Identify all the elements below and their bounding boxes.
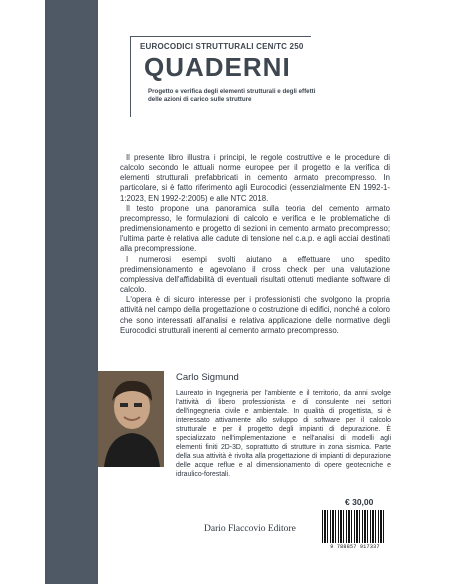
author-photo: [98, 371, 164, 467]
book-description: [120, 153, 390, 336]
barcode: [318, 507, 390, 553]
description-paragraph: I numerosi esempi svolti aiutano a effettuare uno spedito predimensionamento e agevolano il cross check per una valutazione complessiva dell'affidabilità di eventuali risultati ottenuti mediante software di calcolo.: [120, 254, 390, 295]
price-label: € 30,00: [345, 497, 374, 507]
book-title: QUADERNI: [144, 52, 291, 82]
description-paragraph: L'opera è di sicuro interesse per i professionisti che svolgono la propria attività nel campo della progettazione o costruzione di edifici, nonché a coloro che sono interessati all'analisi e relativa applicazione delle normative degli Eurocodici strutturali inerenti al cemento armato precompresso.: [120, 295, 390, 335]
description-paragraph: Il testo propone una panoramica sulla teoria del cemento armato precompresso, le formulazioni di calcolo e verifica e le problematiche di predimensionamento e progetto di sezioni in cemento armato precompresso; l'ultima parte è relativa alle cadute di tensione nel c.a.p. e agli acciai destinati alla precompressione.: [120, 203, 390, 254]
barcode-number: 9 788857 917337: [330, 544, 380, 550]
publisher-name: Dario Flaccovio Editore: [204, 524, 296, 534]
book-subtitle: Progetto e verifica degli elementi strutturali e degli effetti delle azioni di carico sulle strutture: [148, 88, 316, 103]
author-bio: Laureato in Ingegneria per l'ambiente e il territorio, da anni svolge l'attività di libero professionista e di consulente nei settori dell'ingegneria civile e ambientale. In qualità di progettista, si è interessato attivamente allo sviluppo di software per il calcolo strutturale e per il progetto degli impianti di depurazione. È specializzato nell'implementazione e nell'analisi di modelli agli elementi finiti 2D-3D, soprattutto di strutture in zona sismica. Parte della sua attività è rivolta alla progettazione di impianti di depurazione delle acque reflue e al dimensionamento di opere geotecniche e idraulico-forestali.: [176, 390, 391, 478]
barcode-bars: [322, 510, 386, 543]
author-portrait-icon: [98, 371, 164, 467]
author-name: Carlo Sigmund: [176, 372, 239, 383]
series-label: EUROCODICI STRUTTURALI CEN/TC 250: [140, 42, 304, 51]
description-paragraph: Il presente libro illustra i principi, le regole costruttive e le procedure di calcolo secondo le attuali norme europee per il progetto e la verifica di elementi strutturali prefabbricati in cemento armato precompresso. In particolare, si è fatto riferimento agli Eurocodici (essenzialmente EN 1992-1-1:2023, EN 1992-2:2005) e alle NTC 2018.: [120, 153, 390, 203]
